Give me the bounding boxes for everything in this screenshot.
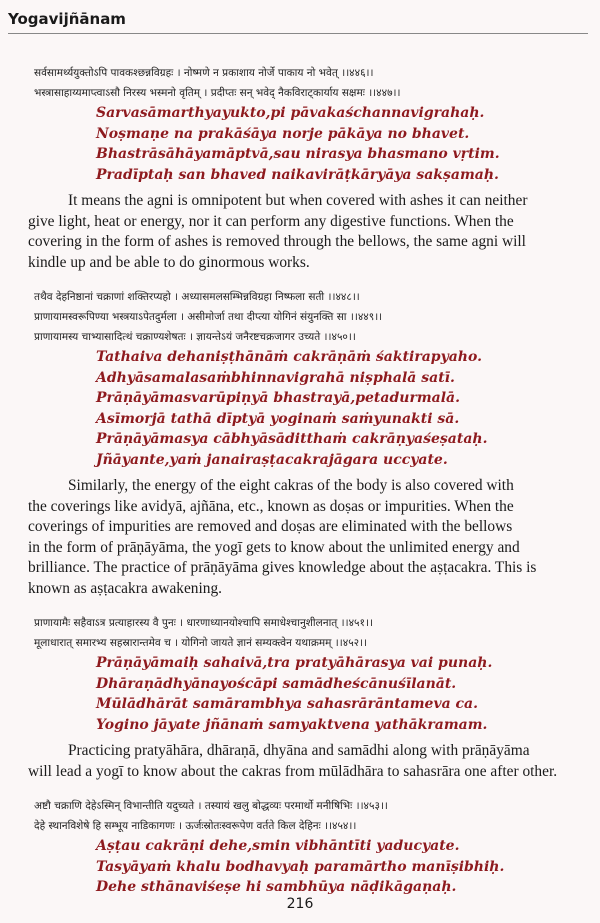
sanskrit-line: प्राणायामैः सहैवाऽत्र प्रत्याहारस्य वै पुनः । धारणाध्यानयोश्चापि समाधेश्चानुशीलनात् ।।४५१।। [34,617,373,629]
prose-line: the coverings like avidyā, ajñāna, etc., known as doṣas or impurities. When the [28,497,514,515]
transliteration-line: Noṣmaṇe na prakāśāya norje pākāya no bhavet. [96,125,470,142]
sanskrit-line: प्राणायामस्वरूपिण्या भस्त्रयाऽपेतदुर्मला । असीमोर्जा तथा दीप्त्या योगिनं संयुनक्ति सा ।।४४९।। [34,311,383,323]
commentary-paragraph [28,191,582,273]
transliteration-line: Jñāyante,yaṁ janairaṣṭacakrajāgara uccyate. [96,451,448,468]
prose-line: covering in the form of ashes is removed through the bellows, the same agni will [28,233,526,250]
prose-line: known as aṣṭacakra awakening. [28,579,223,597]
sanskrit-line: देहे स्थानविशेषे हि सम्भूय नाडिकागणः । ऊर्जःस्रोतःस्वरूपेण वर्तते किल देहिनः ।।४५४।। [34,820,357,832]
transliteration-line: Prāṇāyāmasya cābhyāsāditthaṁ cakrāṇyaśeṣataḥ. [96,431,488,447]
verse-block [28,63,582,185]
sanskrit-line: भस्त्रासाहाय्यमाप्त्वाऽसौ निरस्य भस्मनो वृतिम् । प्रदीप्तः सन् भवेद् नैकविराट्कार्याय सक्षमः ।।४४७।। [34,87,401,99]
prose-line: in the form of prāṇāyāma, the yogī gets to know about the unlimited energy and [28,538,520,556]
prose-line: coverings of impurities are removed and doṣas are eliminated with the bellows [28,518,513,535]
transliteration-line: Mūlādhārāt samārambhya sahasrārāntameva ca. [96,696,479,712]
transliteration-line: Dhāraṇādhyānayoścāpi samādheścānuśīlanāt. [96,675,457,692]
transliteration-line: Prāṇāyāmasvarūpiṇyā bhastrayā,petadurmalā. [96,390,460,406]
commentary-paragraph [28,476,582,599]
transliteration-line: Aṣṭau cakrāṇi dehe,smin vibhāntīti yaducyate. [96,838,460,854]
transliteration-line: Yogino jāyate jñānaṁ samyaktvena yathākramam. [96,716,488,733]
transliteration-line: Dehe sthānaviśeṣe hi sambhūya nāḍikāgaṇaḥ. [96,879,457,895]
verse-block [28,796,582,898]
page-content [28,63,582,904]
prose-line: give light, heat or energy, nor it can perform any digestive functions. When the [28,212,514,230]
sanskrit-line: सर्वसामर्थ्ययुक्तोऽपि पावकश्छन्नविग्रहः । नोष्मणे न प्रकाशाय नोर्जे पाकाय नो भवेत् ।।४४६।। [34,67,374,79]
header-rule [8,33,588,34]
sanskrit-line: प्राणायामस्य चाभ्यासादित्थं चक्राण्यशेषतः । ज्ञायन्तेऽयं जनैरष्टचक्रजागर उच्यते ।।४५०।। [34,331,356,343]
page-number: 216 [286,896,314,912]
commentary-paragraph [28,741,582,782]
sanskrit-line: मूलाधारात् समारभ्य सहस्रारान्तमेव च । योगिनो जायते ज्ञानं सम्यक्त्वेन यथाक्रमम् ।।४५२।। [34,637,368,649]
prose-line: It means the agni is omnipotent but when covered with ashes it can neither [68,192,528,209]
prose-line: kindle up and be able to do ginormous works. [28,253,310,271]
transliteration-line: Tathaiva dehaniṣṭhānāṁ cakrāṇāṁ śaktirapyaho. [96,349,482,365]
running-head: Yogavijñānam [8,10,126,28]
transliteration-line: Pradīptaḥ san bhaved naikavirāṭkāryāya sakṣamaḥ. [96,166,499,183]
prose-line: brilliance. The practice of prāṇāyāma gives knowledge about the aṣṭacakra. This is [28,559,537,576]
prose-line: Similarly, the energy of the eight cakras of the body is also covered with [68,477,514,494]
transliteration-line: Adhyāsamalasaṁbhinnavigrahā niṣphalā satī. [96,369,455,386]
verse-block [28,613,582,735]
prose-line: Practicing pratyāhāra, dhāraṇā, dhyāna and samādhi along with prāṇāyāma [68,742,530,759]
prose-line: will lead a yogī to know about the cakras from mūlādhāra to sahasrāra one after other. [28,762,558,780]
transliteration-line: Bhastrāsāhāyamāptvā,sau nirasya bhasmano vṛtim. [96,146,500,162]
sanskrit-line: तथैव देहनिष्ठानां चक्राणां शक्तिरप्यहो । अध्यासमलसम्भिन्नविग्रहा निष्फला सती ।।४४८।। [34,291,360,303]
sanskrit-line: अष्टौ चक्राणि देहेऽस्मिन् विभान्तीति यदुच्यते । तस्यायं खलु बोद्धव्यः परमार्थो मनीषिभिः ।।४५३।। [34,800,388,812]
transliteration-line: Prāṇāyāmaiḥ sahaivā,tra pratyāhārasya vai punaḥ. [96,655,493,671]
transliteration-line: Tasyāyaṁ khalu bodhavyaḥ paramārtho manīṣibhiḥ. [96,858,505,875]
transliteration-line: Asīmorjā tathā dīptyā yoginaṁ saṁyunakti sā. [96,410,460,427]
verse-block [28,287,582,470]
transliteration-line: Sarvasāmarthyayukto,pi pāvakaśchannavigrahaḥ. [96,105,485,121]
